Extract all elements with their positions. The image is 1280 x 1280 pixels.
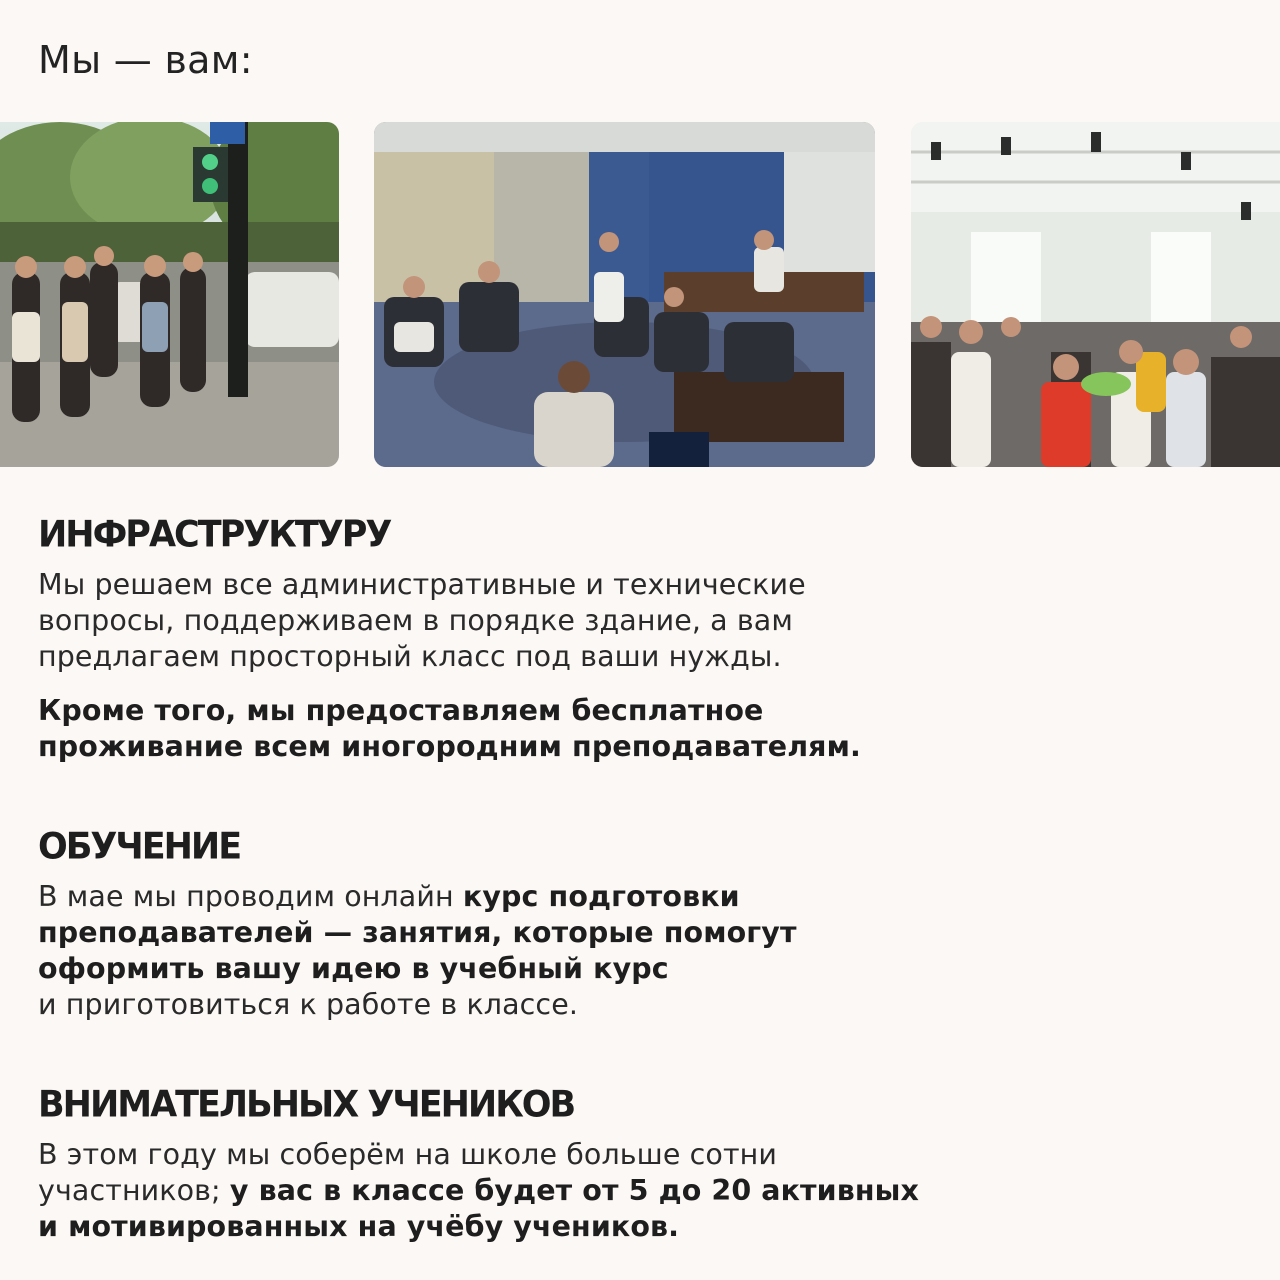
lounge-photo (374, 122, 875, 467)
section-title-students: ВНИМАТЕЛЬНЫХ УЧЕНИКОВ (38, 1084, 575, 1126)
infra-line-2: вопросы, поддерживаем в порядке здание, а вам (38, 604, 793, 637)
students-bold-a: у вас в классе будет от 5 до 20 активных (229, 1174, 920, 1207)
training-text-a: В мае мы проводим онлайн (38, 880, 463, 913)
section-students (38, 1085, 1038, 1245)
students-text-a: В этом году мы соберём на школе больше сотни (38, 1138, 778, 1171)
section-title-training: ОБУЧЕНИЕ (38, 826, 241, 868)
infra-bold-line-2: проживание всем иногородним преподавателям. (38, 730, 861, 763)
students-description (38, 1137, 1038, 1245)
intro-heading: Мы — вам: (38, 38, 253, 82)
infra-line-1: Мы решаем все административные и технические (38, 568, 806, 601)
students-bold-b: и мотивированных на учёбу учеников. (38, 1210, 680, 1243)
students-text-b: участников; (38, 1174, 230, 1207)
infra-line-3: предлагаем просторный класс под ваши нужды. (38, 640, 782, 673)
street-photo (0, 122, 339, 467)
auditorium-photo (911, 122, 1280, 467)
section-title-infrastructure: ИНФРАСТРУКТУРУ (38, 514, 391, 556)
infrastructure-description (38, 567, 1038, 675)
training-description (38, 879, 1038, 1023)
section-training (38, 827, 1038, 1023)
training-bold-c: оформить вашу идею в учебный курс (38, 952, 669, 985)
infra-bold-line-1: Кроме того, мы предоставляем бесплатное (38, 694, 764, 727)
training-bold-b: преподавателей — занятия, которые помогут (38, 916, 797, 949)
training-text-b: и приготовиться к работе в классе. (38, 988, 578, 1021)
section-infrastructure (38, 515, 1038, 765)
infrastructure-housing-note (38, 693, 1038, 765)
training-bold-a: курс подготовки (462, 880, 740, 913)
